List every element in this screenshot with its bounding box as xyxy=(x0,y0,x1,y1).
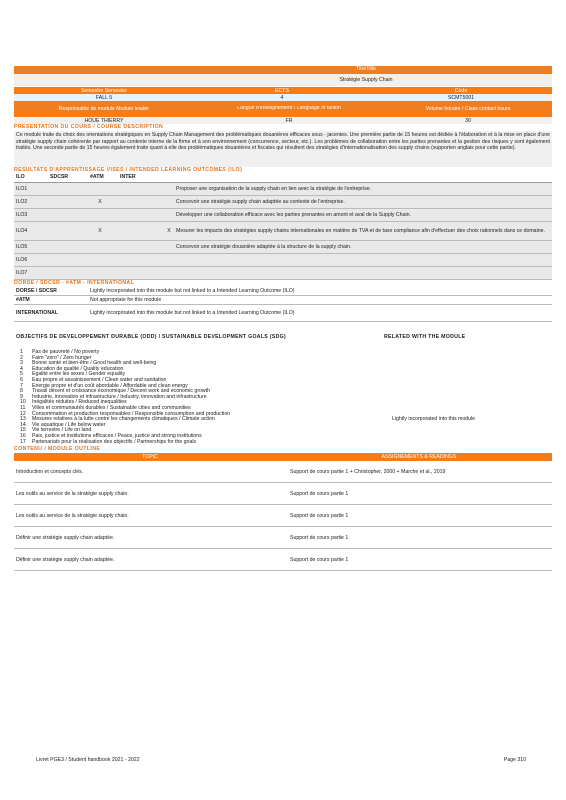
content-topic: Introduction et concepts clés. xyxy=(16,468,84,475)
sdg-label: Vie aquatique / Life below water xyxy=(32,421,106,428)
content-assign: Support de cours partie 1 xyxy=(290,512,349,519)
syllabus-page xyxy=(14,66,552,571)
sdg-number: 12 xyxy=(20,410,26,417)
ilo-text: Concevoir une stratégie douanière adaptée à la structure de la supply chain. xyxy=(176,244,352,250)
sdg-number: 4 xyxy=(20,365,23,372)
ilo-id: ILO5 xyxy=(16,244,28,250)
sdg-number: 9 xyxy=(20,393,23,400)
sdg-heading-right: RELATED WITH THE MODULE xyxy=(384,334,466,340)
ilo-row xyxy=(14,209,552,222)
resp-values xyxy=(14,117,552,124)
ilo-row xyxy=(14,254,552,267)
language-header: Langue d'enseignement / Language of tuition xyxy=(237,106,341,112)
ilo-row xyxy=(14,183,552,196)
content-row xyxy=(14,483,552,505)
ilo-sdcsr: X xyxy=(98,228,102,234)
sdg-value xyxy=(392,440,552,446)
sdg-number: 7 xyxy=(20,382,23,389)
semester-value: FALL 5 xyxy=(95,94,113,101)
content-table xyxy=(14,461,552,571)
sdg-label: Vie terrestre / Life on land xyxy=(32,427,92,434)
ilo-id: ILO1 xyxy=(16,186,28,192)
sdg-number: 11 xyxy=(20,404,26,411)
sdg-label: Partenariats pour la réalisation des objectifs / Partnerships for the goals xyxy=(32,438,197,445)
ilo-col-ilo: ILO xyxy=(16,174,25,180)
legend-text: Not appropriate for this module xyxy=(90,297,162,303)
title-bar xyxy=(14,66,552,74)
ilo-col-inter: INTER xyxy=(120,174,136,180)
ilo-text: Mesurer les impacts des stratégies supply chains internationales en matière de TVA et de taxe compliance afin d'effectuer des choix rationnels dans ce domaine. xyxy=(176,228,545,234)
sdg-number: 14 xyxy=(20,421,26,428)
ilo-row xyxy=(14,196,552,209)
legend-heading: DORSE / SDCSR - #ATM - INTERNATIONAL xyxy=(14,280,135,286)
content-columns xyxy=(14,453,552,461)
ects-value: 4 xyxy=(280,94,284,101)
sdg-number: 15 xyxy=(20,427,26,434)
content-assign: Support de cours partie 1 xyxy=(290,556,349,563)
sdg-list xyxy=(14,350,552,445)
hours-header: Volume horaire / Class contact hours xyxy=(425,106,511,112)
ilo-columns xyxy=(14,174,552,183)
sdg-label: Inégalités réduites / Reduced inequalities xyxy=(32,399,127,406)
sdg-label: Egalité entre les sexes / Gender equality xyxy=(32,371,126,378)
ilo-row xyxy=(14,267,552,280)
ilo-inter: X xyxy=(167,228,171,234)
responsible-value: HOUE THIERRY xyxy=(84,117,124,124)
sdg-number: 13 xyxy=(20,416,26,423)
legend-label: #ATM xyxy=(16,297,30,303)
ilo-text: Concevoir une stratégie supply chain adaptée au contexte de l'entreprise. xyxy=(176,199,345,205)
ilo-id: ILO3 xyxy=(16,212,28,218)
sdg-number: 1 xyxy=(20,349,23,355)
presentation-heading: PRESENTATION DU COURS / COURSE DESCRIPTION xyxy=(14,124,164,130)
sdg-row xyxy=(14,440,552,446)
content-row xyxy=(14,549,552,571)
page-number: Page 310 xyxy=(503,757,526,763)
content-assign: Support de cours partie 1 xyxy=(290,490,349,497)
ilo-row xyxy=(14,222,552,241)
ilo-row xyxy=(14,241,552,254)
ilo-table xyxy=(14,183,552,280)
ects-header xyxy=(14,87,552,94)
ilo-id: ILO2 xyxy=(16,199,28,205)
sdg-number: 6 xyxy=(20,376,23,383)
resp-header xyxy=(14,101,552,117)
ilo-id: ILO4 xyxy=(16,228,28,234)
hours-value: 30 xyxy=(465,117,471,124)
sdg-label: Industrie, innovation et infrastructure / Industry, innovation and infrastructure xyxy=(32,393,207,400)
legend-text: Lightly incorporated into this module but not linked to a Intended Learning Outcome (ILO) xyxy=(90,310,295,316)
content-assign: Support de cours partie 1 + Christopher, 2000 + Marche et al., 2019 xyxy=(290,468,446,475)
ilo-id: ILO6 xyxy=(16,257,28,263)
content-col-assign: ASSIGNEMENTS & READINGS xyxy=(381,454,457,461)
legend-row xyxy=(14,296,552,305)
title-row xyxy=(14,74,552,86)
ilo-heading: RESULTATS D'APPRENTISSAGE VISES / INTENDED LEARNING OUTCOMES (ILO) xyxy=(14,167,243,173)
sdg-number: 2 xyxy=(20,354,23,361)
course-title: Stratégie Supply Chain xyxy=(339,77,393,83)
footer-handbook: Livret PGE3 / Student handbook 2021 - 2022 xyxy=(36,757,140,763)
sdg-number: 17 xyxy=(20,438,26,445)
legend-text: Lightly incorporated into this module but not linked to a Intended Learning Outcome (ILO) xyxy=(90,288,295,294)
ects-values xyxy=(14,94,552,101)
language-value: FR xyxy=(285,117,293,124)
ilo-text: Développer une collaboration efficace avec les parties prenantes en amont et aval de la Supply Chain. xyxy=(176,212,411,218)
content-assign: Support de cours partie 1 xyxy=(290,534,349,541)
sdg-number: 3 xyxy=(20,360,23,367)
sdg-label: Eau propre et assainissement / Clean water and sanitation xyxy=(32,376,167,383)
presentation-text: Ce module traite du choix des orientations stratégiques en Supply Chain Management des problématiques douanières efficaces sous - jacentes. Une première partie de 15 heures est dédiée à l'élaboration et à la mise en place d'une stratégie supply chain cohérente par rapport au contexte interne de la firme et à son environnement (concurrence, secteur, etc.). Les problèmes de collaboration entre les parties prenantes et la gestion des risques y sont également traités. Une seconde partie de 15 heures également traite quant à elle des problématiques douanières et fiscales qui résultent des stratégies d'internationalisation des supply chains (supporten anglais pour cette partie). xyxy=(14,131,552,167)
code-header: Code xyxy=(454,87,468,94)
content-row xyxy=(14,461,552,483)
ilo-col-sdcsr: SDCSR xyxy=(50,174,69,180)
sdg-label: Energie propre et d'un coût abordable / Affordable and clean energy xyxy=(32,382,188,389)
content-topic: Les outils au service de la stratégie supply chain. xyxy=(16,490,129,497)
ilo-sdcsr: X xyxy=(98,199,102,205)
sdg-number: 10 xyxy=(20,399,26,406)
sdg-label: Faim "zéro" / Zero hunger xyxy=(32,354,92,361)
sdg-label: Paix, justice et institutions efficaces / Peace, justice and strong institutions xyxy=(32,432,202,439)
content-row xyxy=(14,527,552,549)
sdg-number: 8 xyxy=(20,388,23,395)
legend-row xyxy=(14,305,552,322)
sdg-value: Lightly incorporated into this module xyxy=(392,416,476,423)
content-topic: Définir une stratégie supply chain adaptée. xyxy=(16,534,115,541)
sdg-label: Pas de pauvreté / No poverty xyxy=(32,349,100,355)
semester-header: Semestre Semester xyxy=(81,87,127,94)
content-heading: CONTENU / MODULE OUTLINE xyxy=(14,446,101,453)
sdg-heading-left: OBJECTIFS DE DEVELOPPEMENT DURABLE (ODD) / SUSTAINABLE DEVELOPMENT GOALS (SDG) xyxy=(16,334,287,340)
sdg-number: 16 xyxy=(20,432,26,439)
responsible-header: Responsable de module Module leader xyxy=(58,106,150,112)
sdg-label: Villes et communautés durables / Sustainable cities and communities xyxy=(32,404,191,411)
page-footer xyxy=(36,757,526,763)
content-topic: Définir une stratégie supply chain adaptée. xyxy=(16,556,115,563)
ilo-text: Proposer une organisation de la supply chain en lien avec la stratégie de l'entreprise. xyxy=(176,186,372,192)
content-row xyxy=(14,505,552,527)
sdg-heading xyxy=(14,334,552,348)
code-value: SCMT5001 xyxy=(447,94,475,101)
sdg-label: Travail décent et croissance économique / Decent work and economic growth xyxy=(32,388,211,395)
legend-row xyxy=(14,287,552,296)
ilo-id: ILO7 xyxy=(16,270,28,276)
content-col-topic: TOPIC xyxy=(142,454,158,461)
content-topic: Les outils au service de la stratégie supply chain. xyxy=(16,512,129,519)
sdg-label: Bonne santé et bien-être / Good health and well-being xyxy=(32,360,157,367)
sdg-label: Education de qualité / Quality education xyxy=(32,365,124,372)
legend-label: INTERNATIONAL xyxy=(16,310,58,316)
sdg-label: Consommation et production responsables / Responsible consumption and production xyxy=(32,410,231,417)
title-label: TitreTitle xyxy=(356,66,376,72)
legend-label: DORSE / SDCSR xyxy=(16,288,57,294)
ilo-col-atm: #ATM xyxy=(90,174,104,180)
legend-table xyxy=(14,287,552,322)
ects-label: ECTS xyxy=(275,87,289,94)
sdg-label: Mesures relatives à la lutte contre les changements climatiques / Climate action xyxy=(32,416,215,423)
sdg-number: 5 xyxy=(20,371,23,378)
